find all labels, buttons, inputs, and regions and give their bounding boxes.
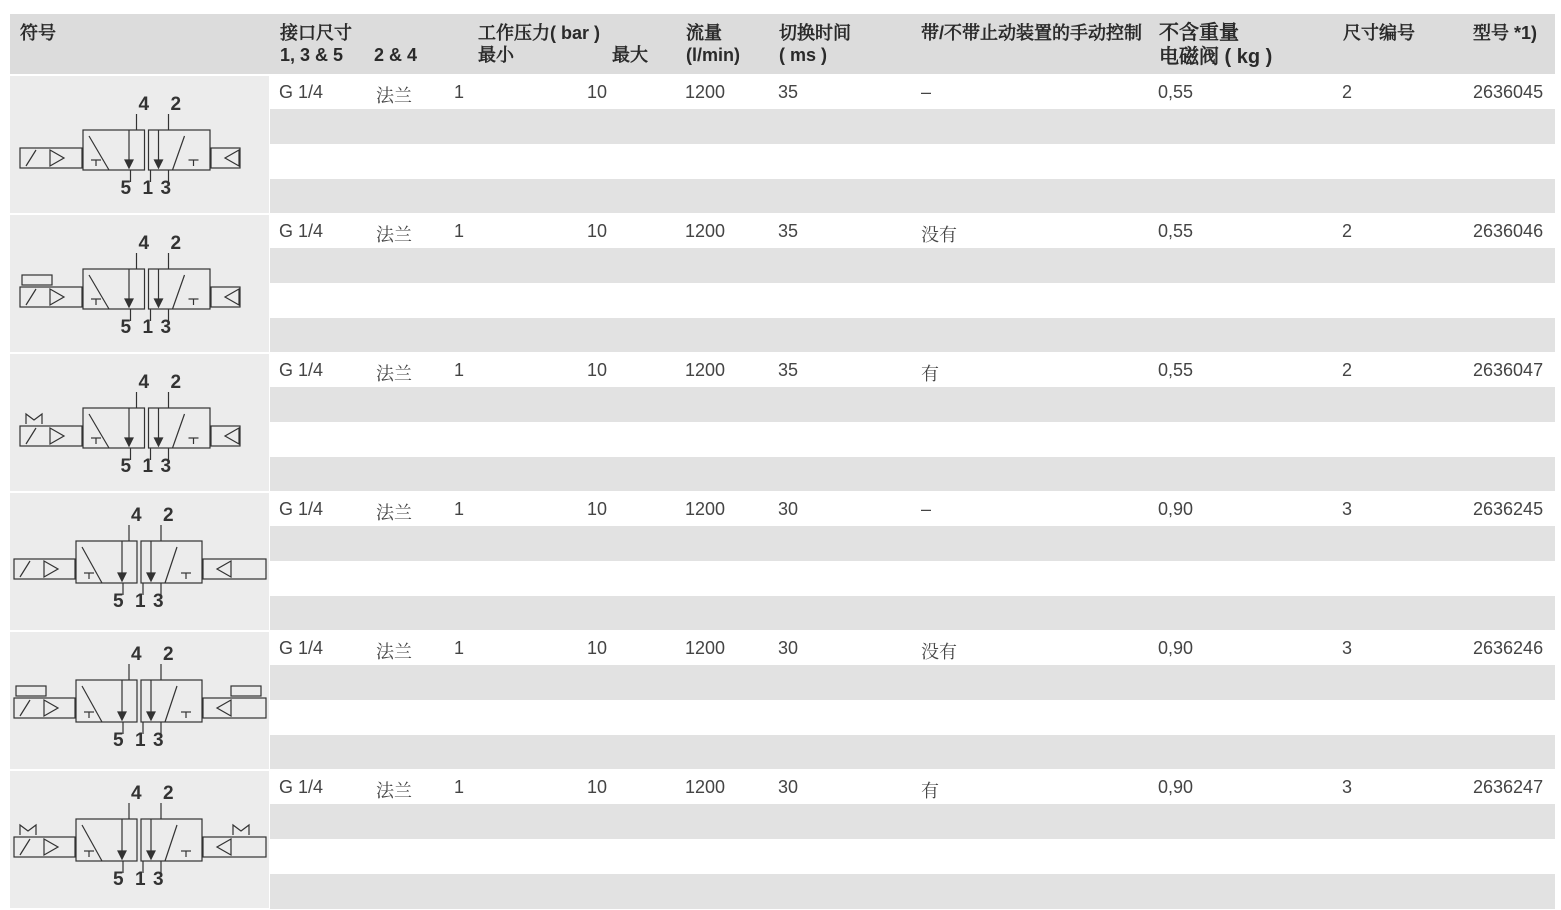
data-table	[10, 14, 1555, 908]
cell-pressure-max: 10	[587, 777, 608, 797]
valve-symbol-icon	[10, 493, 269, 630]
cell-size: 3	[1342, 777, 1353, 797]
cell-flow: 1200	[685, 360, 726, 380]
cell-port-24: 法兰	[376, 781, 412, 801]
valve-symbol-icon	[10, 215, 269, 352]
valve-symbol	[10, 215, 269, 352]
port-label-p2: 2	[170, 233, 182, 254]
port-label-p4: 4	[131, 783, 142, 804]
port-label-p2: 2	[170, 94, 182, 115]
cell-port-24: 法兰	[376, 364, 412, 384]
cell-port-135: G 1/4	[279, 499, 324, 519]
port-label-p2: 2	[163, 505, 174, 526]
port-label-p3: 3	[153, 869, 164, 890]
header-weight: 不含重量	[1159, 22, 1239, 44]
port-label-p3: 3	[160, 456, 172, 477]
cell-port-24: 法兰	[376, 86, 412, 106]
cell-manual: –	[921, 499, 932, 519]
cell-weight: 0,55	[1158, 221, 1194, 241]
port-label-p2: 2	[163, 783, 174, 804]
cell-manual: 有	[921, 781, 939, 801]
cell-switch-time: 30	[778, 499, 799, 519]
cell-pressure-min: 1	[454, 360, 465, 380]
header-port-135: 1, 3 & 5	[280, 45, 344, 65]
valve-symbol-icon	[10, 771, 269, 908]
row-band	[270, 248, 1555, 283]
valve-symbol	[10, 632, 269, 769]
header-switch-unit: ( ms )	[779, 45, 828, 65]
cell-port-135: G 1/4	[279, 221, 324, 241]
port-label-p1: 1	[135, 591, 146, 612]
row-band	[270, 665, 1555, 700]
port-label-p2: 2	[163, 644, 174, 665]
cell-switch-time: 35	[778, 82, 799, 102]
table-body	[10, 74, 1555, 908]
port-label-p5: 5	[120, 178, 132, 199]
row-band	[270, 179, 1555, 214]
port-label-p5: 5	[120, 456, 132, 477]
header-model: 型号 *1)	[1473, 23, 1538, 43]
header-symbol: 符号	[20, 23, 56, 43]
cell-pressure-min: 1	[454, 777, 465, 797]
cell-model: 2636045	[1473, 82, 1544, 102]
valve-symbol	[10, 76, 269, 213]
row-band	[270, 526, 1555, 561]
valve-symbol	[10, 493, 269, 630]
port-label-p4: 4	[138, 233, 150, 254]
port-label-p2: 2	[170, 372, 182, 393]
header-switch-time: 切换时间	[779, 23, 851, 43]
header-port-size: 接口尺寸	[280, 23, 352, 43]
port-label-p1: 1	[142, 317, 154, 338]
valve-symbol-icon	[10, 632, 269, 769]
cell-switch-time: 35	[778, 360, 799, 380]
cell-size: 3	[1342, 638, 1353, 658]
cell-weight: 0,55	[1158, 360, 1194, 380]
header-pressure: 工作压力( bar )	[478, 23, 601, 43]
header-flow-unit: (l/min)	[686, 45, 740, 65]
cell-weight: 0,55	[1158, 82, 1194, 102]
cell-switch-time: 30	[778, 638, 799, 658]
header-flow: 流量	[686, 23, 722, 43]
cell-pressure-min: 1	[454, 221, 465, 241]
cell-size: 2	[1342, 221, 1353, 241]
cell-pressure-max: 10	[587, 499, 608, 519]
valve-symbol	[10, 354, 269, 491]
cell-model: 2636247	[1473, 777, 1544, 797]
cell-model: 2636245	[1473, 499, 1544, 519]
cell-size: 2	[1342, 82, 1353, 102]
row-band	[270, 457, 1555, 492]
table-row	[10, 769, 1555, 908]
port-label-p1: 1	[135, 730, 146, 751]
cell-weight: 0,90	[1158, 638, 1194, 658]
row-band	[270, 596, 1555, 631]
cell-model: 2636047	[1473, 360, 1544, 380]
table-header	[10, 14, 1555, 74]
port-label-p1: 1	[142, 456, 154, 477]
port-label-p3: 3	[160, 317, 172, 338]
cell-port-135: G 1/4	[279, 82, 324, 102]
cell-port-135: G 1/4	[279, 360, 324, 380]
cell-flow: 1200	[685, 777, 726, 797]
cell-weight: 0,90	[1158, 777, 1194, 797]
cell-model: 2636246	[1473, 638, 1544, 658]
cell-pressure-min: 1	[454, 499, 465, 519]
port-label-p3: 3	[153, 591, 164, 612]
port-label-p5: 5	[113, 869, 124, 890]
cell-flow: 1200	[685, 499, 726, 519]
cell-flow: 1200	[685, 82, 726, 102]
cell-flow: 1200	[685, 221, 726, 241]
row-band	[270, 804, 1555, 839]
table-row	[10, 491, 1555, 630]
cell-pressure-max: 10	[587, 360, 608, 380]
cell-weight: 0,90	[1158, 499, 1194, 519]
port-label-p4: 4	[138, 94, 150, 115]
cell-pressure-max: 10	[587, 638, 608, 658]
header-size-no: 尺寸编号	[1343, 23, 1415, 43]
table-row	[10, 74, 1555, 213]
table-row	[10, 352, 1555, 491]
cell-size: 2	[1342, 360, 1353, 380]
row-band	[270, 318, 1555, 353]
row-band	[270, 874, 1555, 909]
cell-model: 2636046	[1473, 221, 1544, 241]
table-row	[10, 213, 1555, 352]
cell-manual: 没有	[921, 225, 957, 245]
cell-pressure-min: 1	[454, 82, 465, 102]
port-label-p1: 1	[142, 178, 154, 199]
cell-port-24: 法兰	[376, 503, 412, 523]
row-band	[270, 387, 1555, 422]
port-label-p4: 4	[138, 372, 150, 393]
port-label-p5: 5	[113, 730, 124, 751]
cell-port-135: G 1/4	[279, 638, 324, 658]
cell-pressure-max: 10	[587, 221, 608, 241]
header-weight-sub: 电磁阀 ( kg )	[1159, 46, 1273, 68]
cell-port-24: 法兰	[376, 225, 412, 245]
port-label-p5: 5	[113, 591, 124, 612]
valve-symbol	[10, 771, 269, 908]
cell-pressure-max: 10	[587, 82, 608, 102]
port-label-p3: 3	[160, 178, 172, 199]
cell-flow: 1200	[685, 638, 726, 658]
header-pressure-max: 最大	[612, 45, 648, 65]
header-port-24: 2 & 4	[374, 45, 418, 65]
cell-switch-time: 30	[778, 777, 799, 797]
port-label-p4: 4	[131, 644, 142, 665]
header-manual: 带/不带止动装置的手动控制	[921, 23, 1142, 43]
row-band	[270, 109, 1555, 144]
port-label-p1: 1	[135, 869, 146, 890]
port-label-p5: 5	[120, 317, 132, 338]
cell-port-135: G 1/4	[279, 777, 324, 797]
cell-size: 3	[1342, 499, 1353, 519]
port-label-p3: 3	[153, 730, 164, 751]
valve-symbol-icon	[10, 354, 269, 491]
table-row	[10, 630, 1555, 769]
row-band	[270, 735, 1555, 770]
cell-manual: 有	[921, 364, 939, 384]
cell-manual: –	[921, 82, 932, 102]
header-pressure-min: 最小	[478, 45, 514, 65]
cell-manual: 没有	[921, 642, 957, 662]
cell-port-24: 法兰	[376, 642, 412, 662]
cell-switch-time: 35	[778, 221, 799, 241]
cell-pressure-min: 1	[454, 638, 465, 658]
valve-symbol-icon	[10, 76, 269, 213]
port-label-p4: 4	[131, 505, 142, 526]
